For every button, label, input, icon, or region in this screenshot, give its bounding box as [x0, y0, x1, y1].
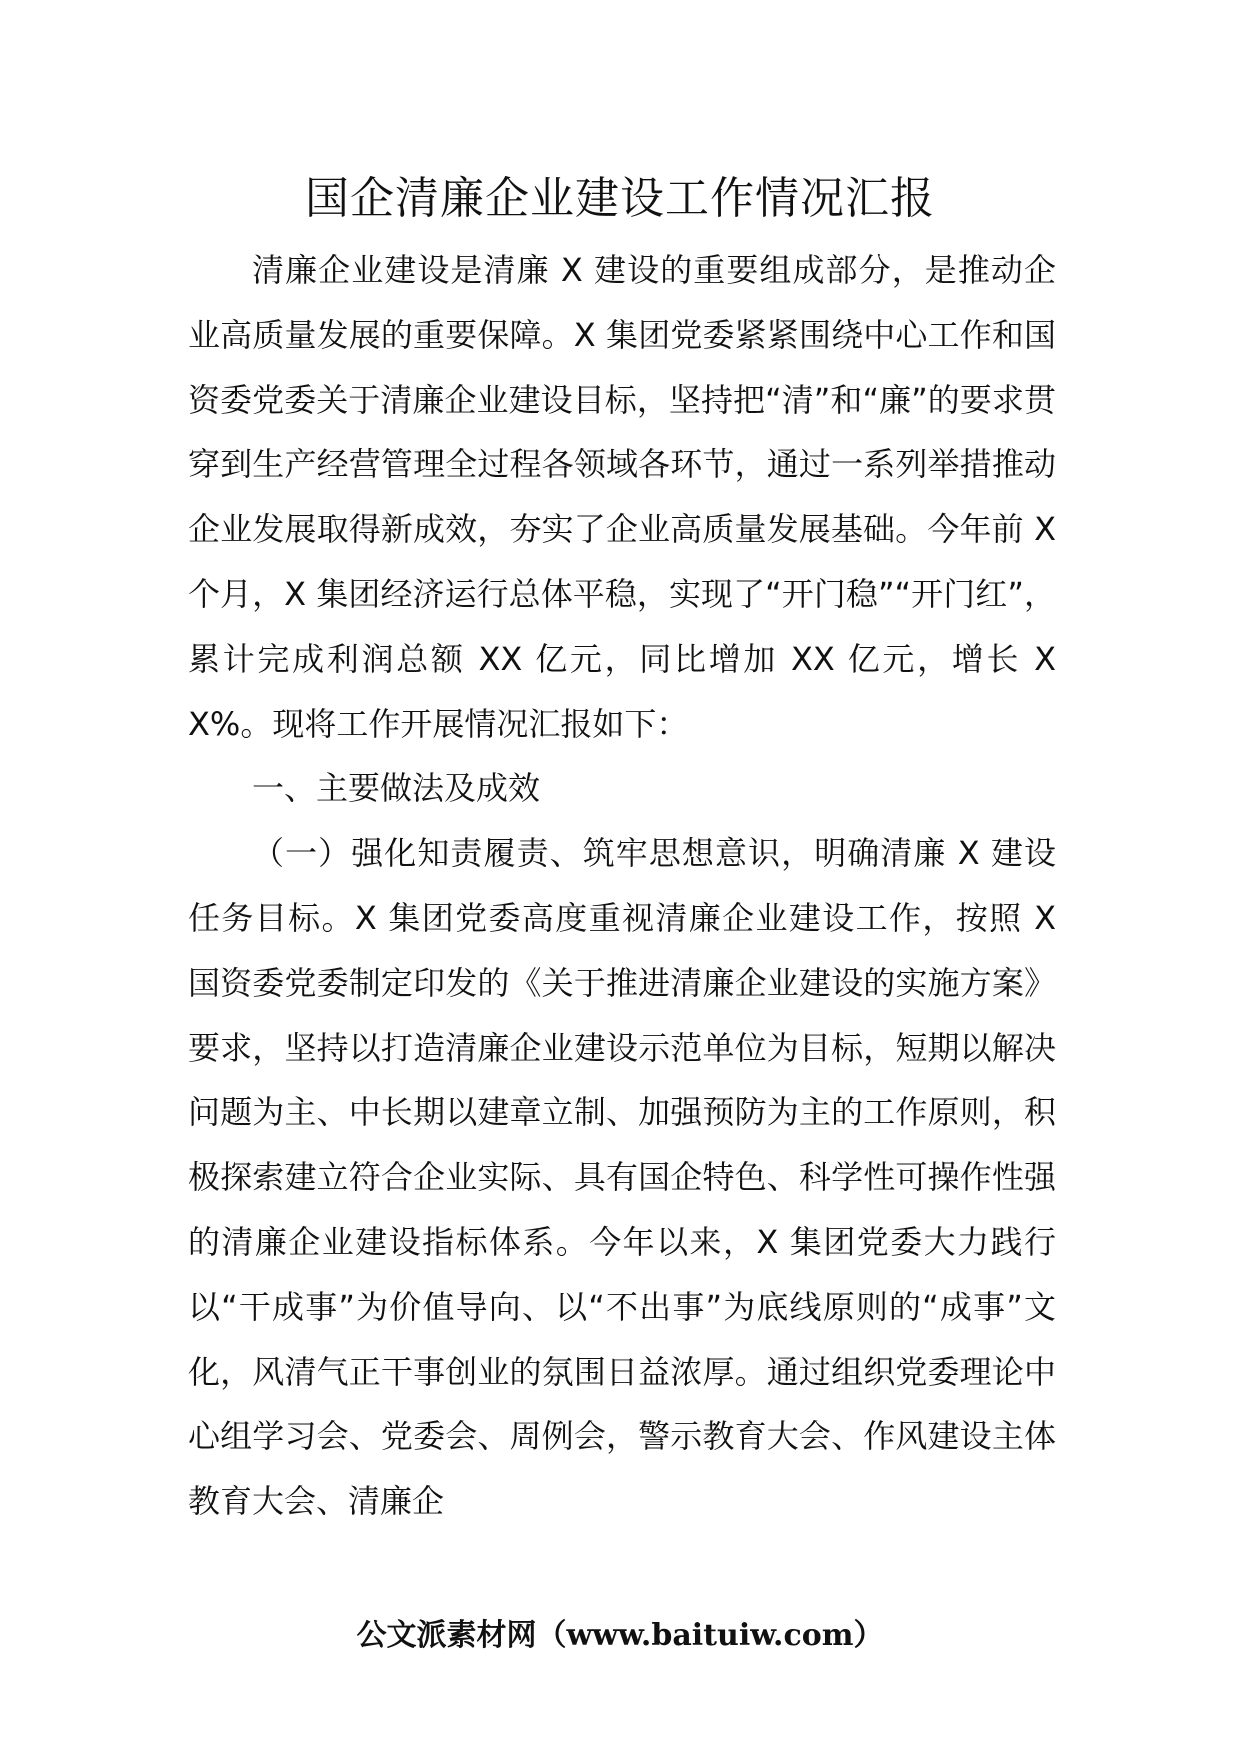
- subsection-paragraph: （一）强化知责履责、筑牢思想意识，明确清廉 X 建设任务目标。X 集团党委高度重视清廉企业建设工作，按照 X 国资委党委制定印发的《关于推进清廉企业建设的实施方案》要求，坚持以打造清廉企业建设示范单位为目标，短期以解决问题为主、中长期以建章立制、加强预防为主的工作原则，积极探索建立符合企业实际、具有国企特色、科学性可操作性强的清廉企业建设指标体系。今年以来，X 集团党委大力践行以“干成事”为价值导向、以“不出事”为底线原则的“成事”文化，风清气正干事创业的氛围日益浓厚。通过组织党委理论中心组学习会、党委会、周例会，警示教育大会、作风建设主体教育大会、清廉企: [188, 834, 1056, 1521]
- document-title: 国企清廉企业建设工作情况汇报: [305, 173, 935, 224]
- intro-paragraph: 清廉企业建设是清廉 X 建设的重要组成部分，是推动企业高质量发展的重要保障。X 集团党委紧紧围绕中心工作和国资委党委关于清廉企业建设目标，坚持把“清”和“廉”的要求贯穿到生产经营管理全过程各领域各环节，通过一系列举措推动企业发展取得新成效，夯实了企业高质量发展基础。今年前 X 个月，X 集团经济运行总体平稳，实现了“开门稳”“开门红”，累计完成利润总额 XX 亿元，同比增加 XX 亿元，增长 XX%。现将工作开展情况汇报如下：: [188, 251, 1056, 743]
- section-heading: 一、主要做法及成效: [252, 769, 541, 808]
- footer-watermark: 公文派素材网（www.baituiw.com）: [356, 1618, 884, 1653]
- document-body: [188, 238, 1056, 1534]
